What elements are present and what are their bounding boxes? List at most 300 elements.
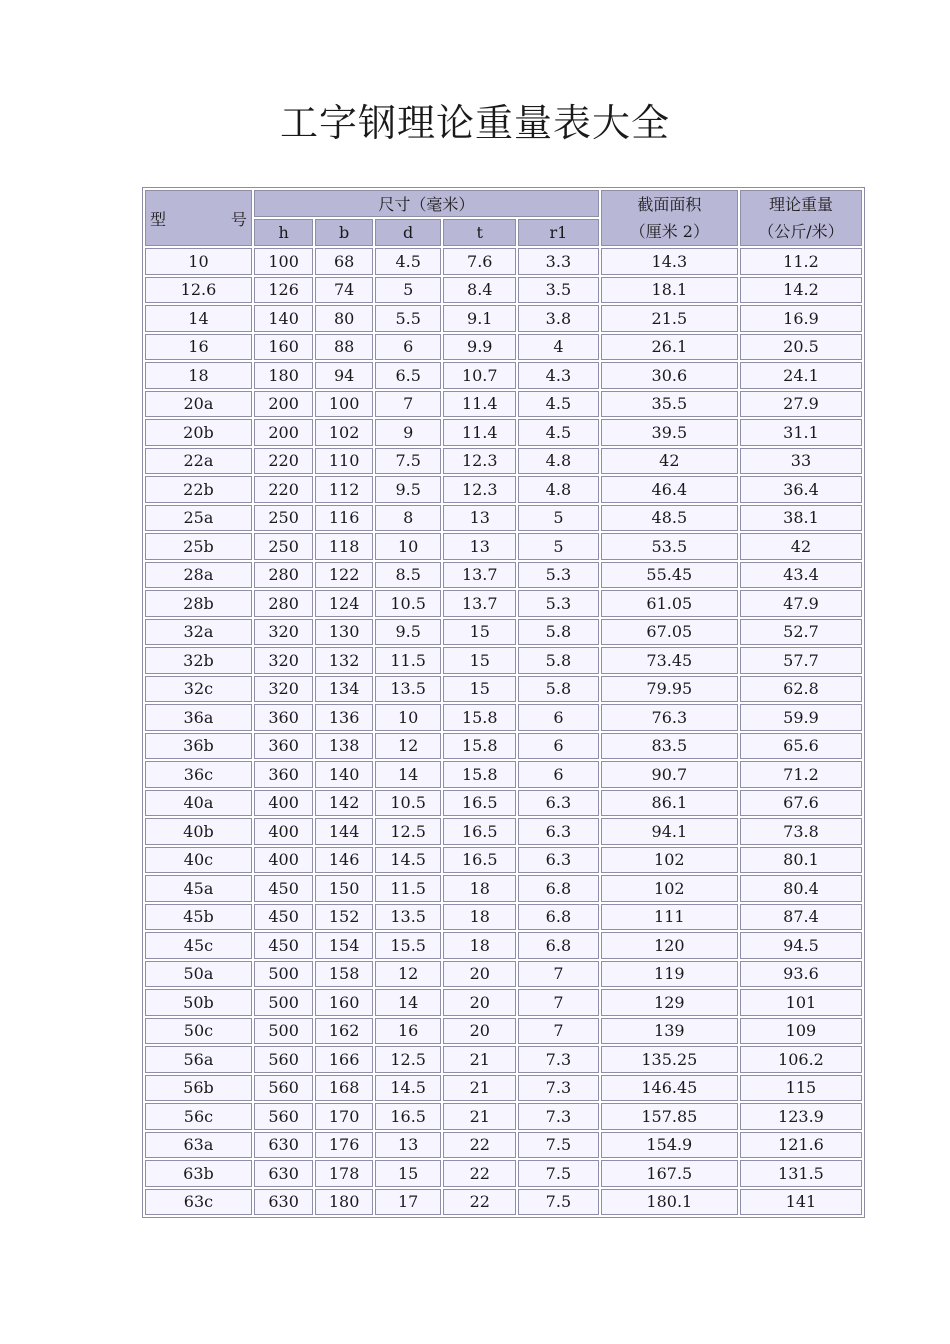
cell-b: 180 <box>315 1189 372 1216</box>
cell-weight: 115 <box>740 1075 862 1102</box>
cell-area: 48.5 <box>601 505 738 532</box>
cell-r1: 4.8 <box>518 448 599 475</box>
cell-area: 76.3 <box>601 704 738 731</box>
cell-model: 45b <box>145 904 252 931</box>
cell-t: 15 <box>443 619 516 646</box>
table-row <box>145 1018 862 1045</box>
table-header <box>145 190 862 246</box>
cell-b: 118 <box>315 533 372 560</box>
cell-weight: 123.9 <box>740 1103 862 1130</box>
cell-h: 500 <box>254 1018 314 1045</box>
cell-r1: 6 <box>518 733 599 760</box>
cell-r1: 6.8 <box>518 875 599 902</box>
cell-b: 140 <box>315 761 372 788</box>
cell-h: 360 <box>254 761 314 788</box>
header-dim-b: b <box>315 219 372 246</box>
cell-model: 12.6 <box>145 277 252 304</box>
header-area-line1: 截面面积 <box>637 195 702 214</box>
cell-h: 560 <box>254 1075 314 1102</box>
cell-model: 40b <box>145 818 252 845</box>
header-area <box>601 190 738 246</box>
cell-r1: 4 <box>518 334 599 361</box>
cell-r1: 5 <box>518 533 599 560</box>
table-row <box>145 1103 862 1130</box>
cell-model: 16 <box>145 334 252 361</box>
cell-weight: 71.2 <box>740 761 862 788</box>
header-weight <box>740 190 862 246</box>
cell-area: 94.1 <box>601 818 738 845</box>
cell-h: 200 <box>254 419 314 446</box>
cell-d: 4.5 <box>375 248 442 275</box>
cell-model: 36c <box>145 761 252 788</box>
cell-weight: 87.4 <box>740 904 862 931</box>
table-row <box>145 619 862 646</box>
cell-r1: 7 <box>518 961 599 988</box>
cell-d: 8 <box>375 505 442 532</box>
table-row <box>145 647 862 674</box>
cell-h: 220 <box>254 448 314 475</box>
cell-area: 180.1 <box>601 1189 738 1216</box>
cell-r1: 5.3 <box>518 562 599 589</box>
cell-h: 250 <box>254 533 314 560</box>
cell-b: 110 <box>315 448 372 475</box>
table-row <box>145 562 862 589</box>
cell-r1: 7.5 <box>518 1132 599 1159</box>
cell-model: 32b <box>145 647 252 674</box>
cell-b: 138 <box>315 733 372 760</box>
cell-area: 26.1 <box>601 334 738 361</box>
cell-t: 11.4 <box>443 391 516 418</box>
cell-d: 9 <box>375 419 442 446</box>
cell-h: 320 <box>254 676 314 703</box>
table-row <box>145 590 862 617</box>
cell-b: 130 <box>315 619 372 646</box>
table-row <box>145 904 862 931</box>
cell-d: 10 <box>375 704 442 731</box>
cell-r1: 7.3 <box>518 1103 599 1130</box>
cell-h: 400 <box>254 847 314 874</box>
cell-model: 20b <box>145 419 252 446</box>
cell-area: 30.6 <box>601 362 738 389</box>
table-row <box>145 1160 862 1187</box>
cell-t: 16.5 <box>443 790 516 817</box>
cell-d: 11.5 <box>375 647 442 674</box>
table-row <box>145 761 862 788</box>
cell-h: 126 <box>254 277 314 304</box>
cell-h: 560 <box>254 1046 314 1073</box>
cell-r1: 4.3 <box>518 362 599 389</box>
cell-model: 50b <box>145 989 252 1016</box>
cell-r1: 6.8 <box>518 932 599 959</box>
document-title: 工字钢理论重量表大全 <box>279 101 670 145</box>
cell-b: 162 <box>315 1018 372 1045</box>
cell-model: 14 <box>145 305 252 332</box>
cell-h: 180 <box>254 362 314 389</box>
cell-model: 50a <box>145 961 252 988</box>
cell-weight: 73.8 <box>740 818 862 845</box>
cell-weight: 20.5 <box>740 334 862 361</box>
cell-area: 157.85 <box>601 1103 738 1130</box>
cell-model: 63a <box>145 1132 252 1159</box>
cell-d: 7.5 <box>375 448 442 475</box>
header-dim-d: d <box>375 219 442 246</box>
cell-b: 100 <box>315 391 372 418</box>
header-model <box>145 190 252 246</box>
cell-h: 360 <box>254 704 314 731</box>
cell-weight: 65.6 <box>740 733 862 760</box>
cell-area: 120 <box>601 932 738 959</box>
table-row <box>145 1189 862 1216</box>
steel-weight-table-container <box>142 187 865 1218</box>
cell-b: 160 <box>315 989 372 1016</box>
cell-r1: 5.8 <box>518 676 599 703</box>
table-row <box>145 847 862 874</box>
table-row <box>145 989 862 1016</box>
cell-b: 116 <box>315 505 372 532</box>
cell-d: 16 <box>375 1018 442 1045</box>
table-row <box>145 1075 862 1102</box>
cell-r1: 3.3 <box>518 248 599 275</box>
table-row <box>145 505 862 532</box>
cell-b: 134 <box>315 676 372 703</box>
cell-h: 280 <box>254 590 314 617</box>
cell-weight: 52.7 <box>740 619 862 646</box>
cell-area: 35.5 <box>601 391 738 418</box>
header-dim-t: t <box>443 219 516 246</box>
cell-t: 15.8 <box>443 733 516 760</box>
header-weight-line1: 理论重量 <box>768 195 833 214</box>
cell-weight: 43.4 <box>740 562 862 589</box>
cell-d: 5 <box>375 277 442 304</box>
cell-r1: 5.3 <box>518 590 599 617</box>
cell-area: 14.3 <box>601 248 738 275</box>
cell-h: 360 <box>254 733 314 760</box>
cell-b: 170 <box>315 1103 372 1130</box>
cell-area: 55.45 <box>601 562 738 589</box>
cell-b: 122 <box>315 562 372 589</box>
cell-t: 20 <box>443 1018 516 1045</box>
cell-b: 146 <box>315 847 372 874</box>
cell-area: 79.95 <box>601 676 738 703</box>
cell-t: 21 <box>443 1103 516 1130</box>
cell-weight: 93.6 <box>740 961 862 988</box>
cell-model: 32a <box>145 619 252 646</box>
cell-model: 45a <box>145 875 252 902</box>
cell-r1: 6 <box>518 704 599 731</box>
cell-model: 50c <box>145 1018 252 1045</box>
cell-b: 136 <box>315 704 372 731</box>
cell-d: 12 <box>375 961 442 988</box>
cell-area: 119 <box>601 961 738 988</box>
cell-r1: 7.5 <box>518 1189 599 1216</box>
cell-d: 16.5 <box>375 1103 442 1130</box>
cell-model: 56c <box>145 1103 252 1130</box>
cell-h: 630 <box>254 1160 314 1187</box>
cell-area: 46.4 <box>601 476 738 503</box>
cell-b: 132 <box>315 647 372 674</box>
table-row <box>145 533 862 560</box>
cell-r1: 5.8 <box>518 619 599 646</box>
cell-h: 400 <box>254 790 314 817</box>
header-weight-line2: （公斤/米） <box>758 222 844 241</box>
cell-d: 10 <box>375 533 442 560</box>
table-row <box>145 419 862 446</box>
cell-weight: 101 <box>740 989 862 1016</box>
cell-t: 13.7 <box>443 590 516 617</box>
cell-r1: 4.5 <box>518 391 599 418</box>
cell-weight: 14.2 <box>740 277 862 304</box>
cell-weight: 42 <box>740 533 862 560</box>
cell-d: 9.5 <box>375 619 442 646</box>
cell-b: 124 <box>315 590 372 617</box>
cell-area: 39.5 <box>601 419 738 446</box>
cell-d: 7 <box>375 391 442 418</box>
cell-t: 13.7 <box>443 562 516 589</box>
cell-h: 500 <box>254 961 314 988</box>
header-model-left: 型 <box>150 210 167 229</box>
cell-area: 86.1 <box>601 790 738 817</box>
cell-weight: 36.4 <box>740 476 862 503</box>
cell-b: 74 <box>315 277 372 304</box>
table-row <box>145 961 862 988</box>
header-model-right: 号 <box>230 210 247 229</box>
cell-model: 22a <box>145 448 252 475</box>
table-row <box>145 790 862 817</box>
cell-area: 21.5 <box>601 305 738 332</box>
cell-d: 13 <box>375 1132 442 1159</box>
cell-t: 22 <box>443 1160 516 1187</box>
table-row <box>145 875 862 902</box>
cell-r1: 3.8 <box>518 305 599 332</box>
cell-h: 160 <box>254 334 314 361</box>
table-row <box>145 733 862 760</box>
cell-t: 7.6 <box>443 248 516 275</box>
cell-r1: 7 <box>518 1018 599 1045</box>
cell-h: 560 <box>254 1103 314 1130</box>
cell-t: 15 <box>443 647 516 674</box>
cell-r1: 7.3 <box>518 1075 599 1102</box>
cell-model: 22b <box>145 476 252 503</box>
cell-d: 6 <box>375 334 442 361</box>
cell-b: 144 <box>315 818 372 845</box>
cell-r1: 6.8 <box>518 904 599 931</box>
cell-d: 14 <box>375 761 442 788</box>
cell-h: 320 <box>254 619 314 646</box>
cell-weight: 141 <box>740 1189 862 1216</box>
cell-h: 450 <box>254 904 314 931</box>
cell-t: 18 <box>443 932 516 959</box>
table-row <box>145 818 862 845</box>
cell-model: 10 <box>145 248 252 275</box>
cell-area: 111 <box>601 904 738 931</box>
table-row <box>145 448 862 475</box>
cell-b: 176 <box>315 1132 372 1159</box>
cell-b: 142 <box>315 790 372 817</box>
cell-d: 14 <box>375 989 442 1016</box>
cell-d: 12 <box>375 733 442 760</box>
cell-d: 14.5 <box>375 1075 442 1102</box>
cell-h: 200 <box>254 391 314 418</box>
cell-h: 140 <box>254 305 314 332</box>
cell-b: 94 <box>315 362 372 389</box>
cell-d: 12.5 <box>375 818 442 845</box>
cell-b: 88 <box>315 334 372 361</box>
cell-r1: 4.5 <box>518 419 599 446</box>
cell-area: 90.7 <box>601 761 738 788</box>
cell-h: 100 <box>254 248 314 275</box>
cell-weight: 62.8 <box>740 676 862 703</box>
cell-weight: 59.9 <box>740 704 862 731</box>
header-dim-h: h <box>254 219 314 246</box>
cell-h: 220 <box>254 476 314 503</box>
cell-area: 67.05 <box>601 619 738 646</box>
cell-t: 16.5 <box>443 818 516 845</box>
cell-t: 12.3 <box>443 476 516 503</box>
cell-h: 630 <box>254 1189 314 1216</box>
cell-area: 167.5 <box>601 1160 738 1187</box>
table-row <box>145 932 862 959</box>
cell-d: 10.5 <box>375 590 442 617</box>
cell-model: 20a <box>145 391 252 418</box>
cell-t: 20 <box>443 989 516 1016</box>
header-area-line2: （厘米 2） <box>629 222 709 241</box>
cell-d: 6.5 <box>375 362 442 389</box>
cell-model: 45c <box>145 932 252 959</box>
cell-b: 150 <box>315 875 372 902</box>
cell-area: 154.9 <box>601 1132 738 1159</box>
cell-b: 168 <box>315 1075 372 1102</box>
header-dimensions: 尺寸（毫米） <box>254 190 599 217</box>
cell-model: 18 <box>145 362 252 389</box>
cell-area: 139 <box>601 1018 738 1045</box>
cell-t: 13 <box>443 533 516 560</box>
cell-t: 9.9 <box>443 334 516 361</box>
cell-h: 320 <box>254 647 314 674</box>
cell-b: 102 <box>315 419 372 446</box>
cell-r1: 5 <box>518 505 599 532</box>
cell-area: 83.5 <box>601 733 738 760</box>
cell-r1: 3.5 <box>518 277 599 304</box>
cell-t: 21 <box>443 1046 516 1073</box>
cell-b: 80 <box>315 305 372 332</box>
cell-weight: 31.1 <box>740 419 862 446</box>
cell-area: 102 <box>601 847 738 874</box>
cell-model: 25b <box>145 533 252 560</box>
cell-d: 15 <box>375 1160 442 1187</box>
cell-t: 18 <box>443 904 516 931</box>
cell-h: 450 <box>254 875 314 902</box>
cell-d: 9.5 <box>375 476 442 503</box>
cell-weight: 121.6 <box>740 1132 862 1159</box>
cell-r1: 7.3 <box>518 1046 599 1073</box>
cell-d: 17 <box>375 1189 442 1216</box>
cell-h: 630 <box>254 1132 314 1159</box>
cell-r1: 6.3 <box>518 847 599 874</box>
cell-h: 280 <box>254 562 314 589</box>
header-dim-r1: r1 <box>518 219 599 246</box>
cell-model: 28a <box>145 562 252 589</box>
cell-area: 129 <box>601 989 738 1016</box>
table-row <box>145 1046 862 1073</box>
cell-b: 158 <box>315 961 372 988</box>
cell-model: 63b <box>145 1160 252 1187</box>
cell-area: 42 <box>601 448 738 475</box>
steel-weight-table <box>143 188 864 1217</box>
cell-weight: 67.6 <box>740 790 862 817</box>
cell-area: 73.45 <box>601 647 738 674</box>
table-row <box>145 704 862 731</box>
cell-b: 154 <box>315 932 372 959</box>
cell-weight: 33 <box>740 448 862 475</box>
cell-weight: 106.2 <box>740 1046 862 1073</box>
cell-area: 53.5 <box>601 533 738 560</box>
cell-b: 68 <box>315 248 372 275</box>
table-row <box>145 334 862 361</box>
cell-weight: 27.9 <box>740 391 862 418</box>
cell-model: 40a <box>145 790 252 817</box>
cell-b: 152 <box>315 904 372 931</box>
cell-model: 36a <box>145 704 252 731</box>
cell-model: 36b <box>145 733 252 760</box>
cell-r1: 4.8 <box>518 476 599 503</box>
cell-d: 5.5 <box>375 305 442 332</box>
cell-t: 15.8 <box>443 704 516 731</box>
cell-h: 500 <box>254 989 314 1016</box>
cell-d: 15.5 <box>375 932 442 959</box>
cell-d: 10.5 <box>375 790 442 817</box>
cell-model: 40c <box>145 847 252 874</box>
cell-t: 21 <box>443 1075 516 1102</box>
cell-t: 8.4 <box>443 277 516 304</box>
table-row <box>145 1132 862 1159</box>
cell-d: 12.5 <box>375 1046 442 1073</box>
cell-r1: 6.3 <box>518 818 599 845</box>
cell-r1: 5.8 <box>518 647 599 674</box>
cell-r1: 7 <box>518 989 599 1016</box>
cell-t: 10.7 <box>443 362 516 389</box>
table-row <box>145 248 862 275</box>
cell-r1: 7.5 <box>518 1160 599 1187</box>
cell-r1: 6 <box>518 761 599 788</box>
cell-model: 32c <box>145 676 252 703</box>
cell-weight: 16.9 <box>740 305 862 332</box>
cell-area: 146.45 <box>601 1075 738 1102</box>
cell-weight: 94.5 <box>740 932 862 959</box>
cell-area: 102 <box>601 875 738 902</box>
cell-t: 18 <box>443 875 516 902</box>
cell-weight: 47.9 <box>740 590 862 617</box>
cell-t: 15 <box>443 676 516 703</box>
cell-weight: 38.1 <box>740 505 862 532</box>
table-row <box>145 391 862 418</box>
cell-model: 56a <box>145 1046 252 1073</box>
cell-area: 61.05 <box>601 590 738 617</box>
cell-t: 20 <box>443 961 516 988</box>
cell-t: 22 <box>443 1189 516 1216</box>
cell-h: 250 <box>254 505 314 532</box>
table-body <box>145 248 862 1215</box>
cell-area: 18.1 <box>601 277 738 304</box>
cell-d: 11.5 <box>375 875 442 902</box>
table-row <box>145 305 862 332</box>
cell-b: 112 <box>315 476 372 503</box>
cell-weight: 131.5 <box>740 1160 862 1187</box>
cell-weight: 80.1 <box>740 847 862 874</box>
cell-b: 166 <box>315 1046 372 1073</box>
cell-h: 450 <box>254 932 314 959</box>
cell-weight: 109 <box>740 1018 862 1045</box>
cell-model: 63c <box>145 1189 252 1216</box>
